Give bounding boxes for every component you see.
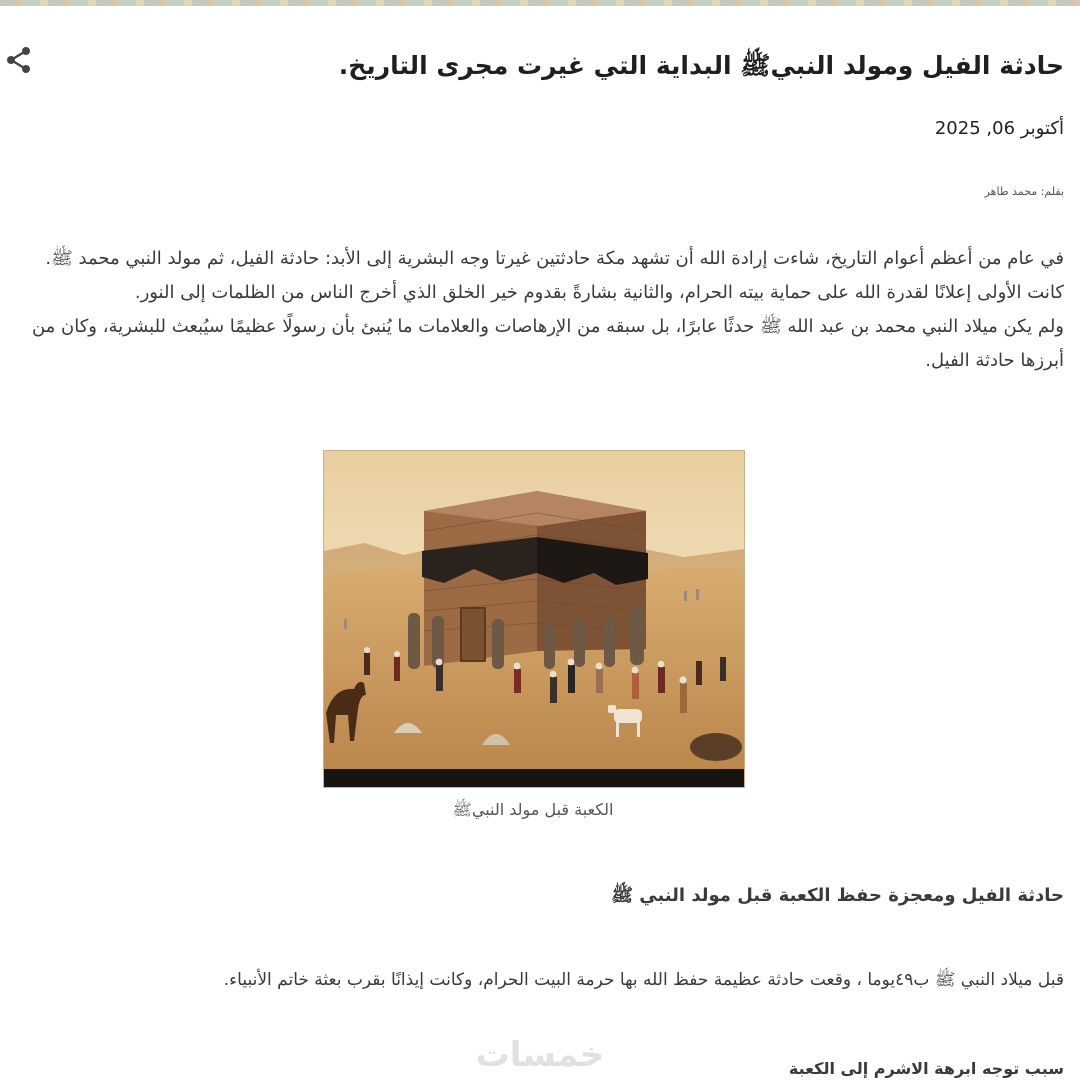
site-watermark: خمسات: [475, 1035, 605, 1075]
section-heading-abraha: سبب توجه ابرهة الاشرم إلى الكعبة: [788, 1059, 1064, 1078]
intro-paragraph-1: في عام من أعظم أعوام التاريخ، شاءت إرادة الله أن تشهد مكة حادثتين غيرتا وجه البشرية إلى الأبد: حادثة الفيل، ثم مولد النبي محمد ﷺ.: [45, 248, 1064, 269]
kaaba-illustration: [324, 451, 744, 787]
article-intro: [8, 242, 1064, 378]
intro-paragraph-3: ولم يكن ميلاد النبي محمد بن عبد الله ﷺ حدثًا عابرًا، بل سبقه من الإرهاصات والعلامات ما يُنبئ بأن رسولًا عظيمًا سيُبعث للبشرية، وكان من أبرزها حادثة الفيل.: [31, 316, 1064, 371]
top-decorative-border: [0, 0, 1080, 6]
share-button[interactable]: [6, 46, 32, 74]
section-heading-elephant: حادثة الفيل ومعجزة حفظ الكعبة قبل مولد النبي ﷺ: [611, 885, 1064, 906]
article-title: حادثة الفيل ومولد النبيﷺ البداية التي غيرت مجرى التاريخ.: [338, 51, 1064, 80]
intro-paragraph-2: كانت الأولى إعلانًا لقدرة الله على حماية بيته الحرام، والثانية بشارةً بقدوم خير الخلق الذي أخرج الناس من الظلمات إلى النور.: [134, 282, 1064, 303]
image-caption: الكعبة قبل مولد النبيﷺ: [452, 800, 614, 819]
section-paragraph: قبل ميلاد النبي ﷺ ب٤٩يوما ، وقعت حادثة عظيمة حفظ الله بها حرمة البيت الحرام، وكانت إيذانًا بقرب بعثة خاتم الأنبياء.: [223, 970, 1064, 990]
article-author: بقلم: محمد طاهر: [984, 185, 1064, 198]
share-icon: [6, 46, 32, 74]
article-date: أكتوبر 06, 2025: [934, 118, 1064, 139]
article-image[interactable]: [323, 450, 745, 788]
